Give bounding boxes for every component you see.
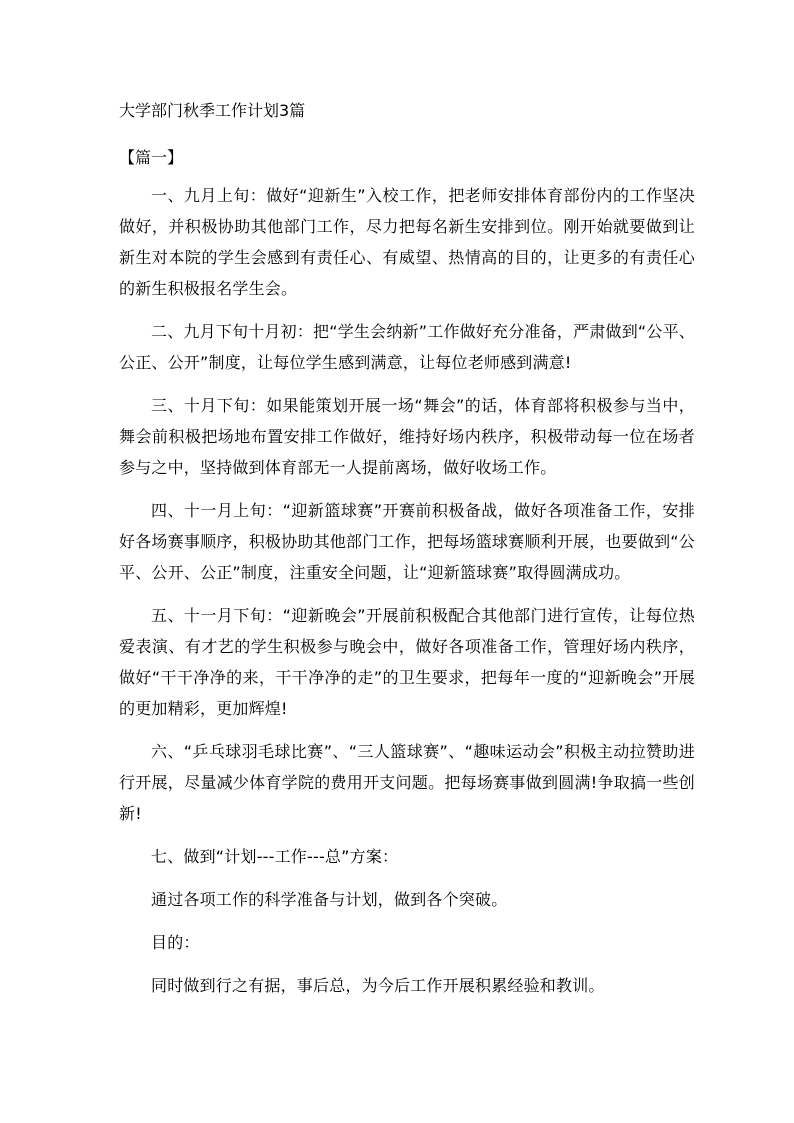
paragraph-5: 五、十一月下旬：“迎新晚会”开展前积极配合其他部门进行宣传，让每位热爱表演、有才艺的学生积极参与晚会中，做好各项准备工作，管理好场内秩序，做好“干干净净的来，干干净净的走”的卫生要求，把每年一度的“迎新晚会”开展的更加精彩，更加辉煌! (119, 606, 695, 718)
document-title: 大学部门秋季工作计划3篇 (119, 101, 306, 120)
paragraph-2: 二、九月下旬十月初：把“学生会纳新”工作做好充分准备，严肃做到“公平、公正、公开”制度，让每位学生感到满意，让每位老师感到满意! (119, 322, 695, 372)
section-heading: 【篇一】 (119, 148, 184, 167)
document-body (119, 180, 695, 1013)
paragraph-9: 目的： (151, 933, 200, 952)
paragraph-8: 通过各项工作的科学准备与计划，做到各个突破。 (151, 890, 508, 909)
paragraph-3: 三、十月下旬：如果能策划开展一场“舞会”的话，体育部将积极参与当中，舞会前积极把场地布置安排工作做好，维持好场内秩序，积极带动每一位在场者参与之中，坚持做到体育部无一人提前离场，做好收场工作。 (119, 396, 695, 477)
paragraph-6: 六、“乒乓球羽毛球比赛”、“三人篮球赛”、“趣味运动会”积极主动拉赞助进行开展，尽量减少体育学院的费用开支问题。把每场赛事做到圆满!争取搞一些创新! (119, 742, 695, 823)
paragraph-7: 七、做到“计划---工作---总”方案： (151, 847, 399, 866)
paragraph-10: 同时做到行之有据，事后总，为今后工作开展积累经验和教训。 (151, 976, 605, 995)
paragraph-4: 四、十一月上旬：“迎新篮球赛”开赛前积极备战，做好各项准备工作，安排好各场赛事顺序，积极协助其他部门工作，把每场篮球赛顺利开展，也要做到“公平、公开、公正”制度，注重安全问题，让“迎新篮球赛”取得圆满成功。 (119, 501, 695, 582)
paragraph-1: 一、九月上旬：做好“迎新生”入校工作，把老师安排体育部份内的工作坚决做好，并积极协助其他部门工作，尽力把每名新生安排到位。刚开始就要做到让新生对本院的学生会感到有责任心、有威望、热情高的目的，让更多的有责任心的新生积极报名学生会。 (119, 186, 695, 298)
